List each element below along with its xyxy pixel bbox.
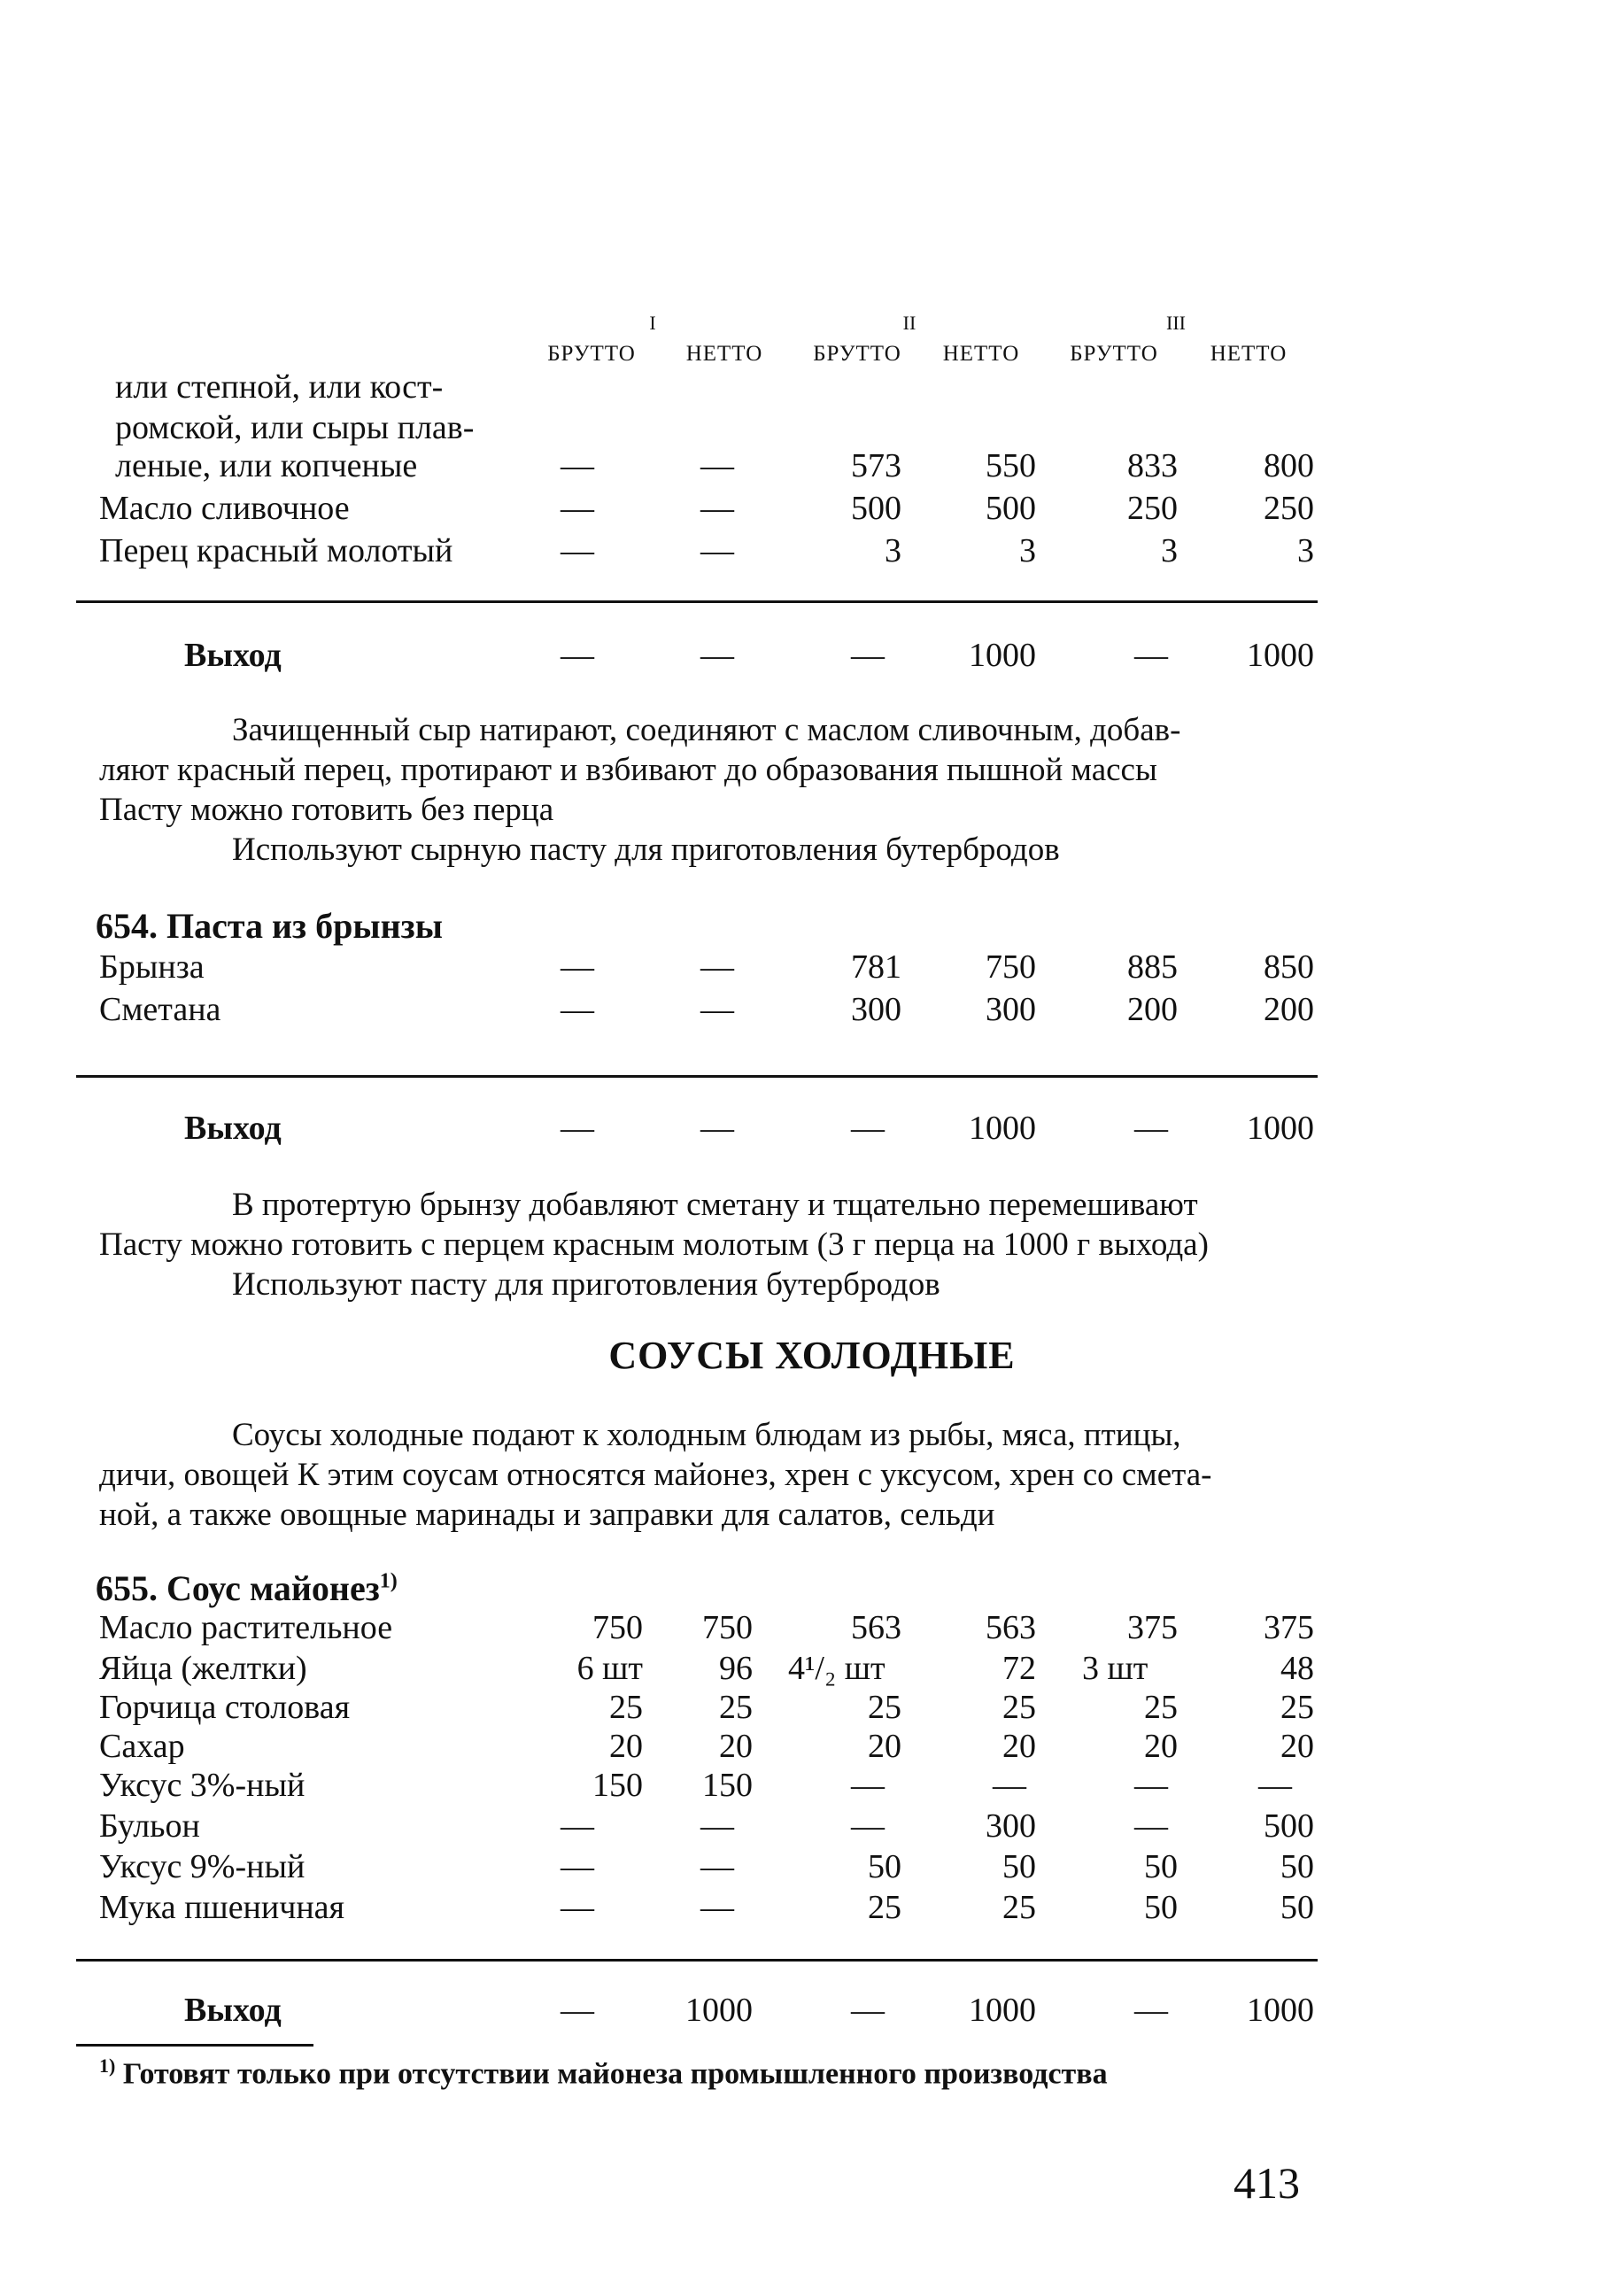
recipe-title: 654. Паста из брынзы xyxy=(96,906,443,946)
group-label-2: II xyxy=(902,312,916,334)
ingredient-name: Горчица столовая xyxy=(99,1689,351,1726)
cell: 20 xyxy=(1002,1728,1036,1765)
ingredient-name: Мука пшеничная xyxy=(99,1889,345,1926)
intro-line: Соусы холодные подают к холодным блюдам из рыбы, мяса, птицы, xyxy=(232,1417,1181,1453)
ingredient-name: Уксус 3%-ный xyxy=(99,1767,305,1804)
cell: — xyxy=(851,1110,885,1147)
table-row xyxy=(0,1805,1624,1847)
cell: 250 xyxy=(1127,490,1178,527)
cell: 25 xyxy=(868,1689,901,1726)
cell: 20 xyxy=(868,1728,901,1765)
cell: 20 xyxy=(609,1728,643,1765)
cell: 800 xyxy=(1264,447,1314,484)
cell: 50 xyxy=(1144,1889,1178,1926)
table-row xyxy=(0,1606,1624,1649)
table-row xyxy=(0,988,1624,1031)
cell: 375 xyxy=(1127,1609,1178,1646)
ingredient-name: Сахар xyxy=(99,1728,185,1765)
cell: 750 xyxy=(986,948,1036,986)
table-row xyxy=(0,1764,1624,1807)
cell: 50 xyxy=(1144,1848,1178,1885)
cell: 563 xyxy=(986,1609,1036,1646)
ingredient-name: Яйца (желтки) xyxy=(99,1650,307,1687)
cell: — xyxy=(700,447,734,484)
instruction-line: В протертую брынзу добавляют сметану и тщательно перемешивают xyxy=(232,1187,1198,1223)
cell: — xyxy=(700,637,734,674)
cell: — xyxy=(561,991,594,1028)
cell: — xyxy=(851,1992,885,2029)
footnote-divider xyxy=(76,2044,313,2047)
cell: 3 xyxy=(1161,532,1178,569)
cell: 200 xyxy=(1264,991,1314,1028)
cell: 3 xyxy=(1297,532,1314,569)
cell: 50 xyxy=(868,1848,901,1885)
cell: — xyxy=(851,637,885,674)
cell: 25 xyxy=(719,1689,753,1726)
cell: 25 xyxy=(1002,1689,1036,1726)
cell: — xyxy=(700,1848,734,1885)
cell: — xyxy=(561,1889,594,1926)
instruction-line: ляют красный перец, протирают и взбивают до образования пышной массы xyxy=(99,752,1157,788)
cell: 6 шт xyxy=(576,1650,643,1687)
group-label-1: I xyxy=(649,312,656,334)
cell: 300 xyxy=(986,991,1036,1028)
table-row xyxy=(0,487,1624,530)
table-row xyxy=(0,1725,1624,1768)
col-header-5: БРУТТО xyxy=(1070,342,1158,366)
cell: 885 xyxy=(1127,948,1178,986)
cell: 750 xyxy=(592,1609,643,1646)
table-row xyxy=(0,445,1624,487)
continuation-line: или степной, или кост- xyxy=(115,368,444,406)
cell: — xyxy=(1134,1110,1168,1147)
table-row xyxy=(0,1647,1624,1690)
cell: — xyxy=(1258,1767,1292,1804)
cell: 50 xyxy=(1280,1889,1314,1926)
ingredient-name: Масло сливочное xyxy=(99,490,350,527)
col-header-1: БРУТТО xyxy=(547,342,636,366)
table-row xyxy=(0,1886,1624,1929)
cell: 20 xyxy=(1144,1728,1178,1765)
cell: — xyxy=(561,532,594,569)
intro-line: ной, а также овощные маринады и заправки для салатов, сельди xyxy=(99,1497,995,1533)
instruction-line: Зачищенный сыр натирают, соединяют с маслом сливочным, добав- xyxy=(232,712,1181,748)
yield-row xyxy=(0,1107,1624,1149)
page-number: 413 xyxy=(1233,2158,1300,2208)
cell: 1000 xyxy=(685,1992,753,2029)
instruction-line: Используют сырную пасту для приготовления бутербродов xyxy=(232,832,1060,868)
col-header-3: БРУТТО xyxy=(813,342,901,366)
cell: 200 xyxy=(1127,991,1178,1028)
cell: — xyxy=(700,1807,734,1845)
cell: 563 xyxy=(851,1609,901,1646)
cell: 25 xyxy=(868,1889,901,1926)
cell: 573 xyxy=(851,447,901,484)
cell: — xyxy=(700,1889,734,1926)
yield-label: Выход xyxy=(184,637,282,674)
cell: 96 xyxy=(719,1650,753,1687)
cheese-paste-instructions xyxy=(99,710,1312,870)
continuation-line: ромской, или сыры плав- xyxy=(115,409,475,446)
cell: 1000 xyxy=(969,637,1036,674)
footnote-mark: 1) xyxy=(99,2054,116,2077)
ingredient-name: Уксус 9%-ный xyxy=(99,1848,305,1885)
cell: 1000 xyxy=(969,1992,1036,2029)
cell: 1000 xyxy=(1247,637,1314,674)
ingredient-continuation xyxy=(115,367,611,448)
instruction-line: Пасту можно готовить с перцем красным молотым (3 г перца на 1000 г выхода) xyxy=(99,1226,1209,1263)
instruction-line: Используют пасту для приготовления бутербродов xyxy=(232,1266,940,1303)
cell: — xyxy=(561,1848,594,1885)
ingredient-name: Сметана xyxy=(99,991,221,1028)
intro-line: дичи, овощей К этим соусам относятся майонез, хрен с уксусом, хрен со смета- xyxy=(99,1457,1212,1493)
cell: — xyxy=(1134,637,1168,674)
cell: — xyxy=(1134,1992,1168,2029)
ingredient-name: Бульон xyxy=(99,1807,200,1845)
cell: 300 xyxy=(851,991,901,1028)
brynza-paste-instructions xyxy=(99,1185,1312,1304)
cell: 1000 xyxy=(1247,1110,1314,1147)
instruction-line: Пасту можно готовить без перца xyxy=(99,792,554,828)
cell: — xyxy=(561,1992,594,2029)
yield-label: Выход xyxy=(184,1992,282,2029)
ingredient-name: Масло растительное xyxy=(99,1609,393,1646)
cell: 20 xyxy=(719,1728,753,1765)
cell: 550 xyxy=(986,447,1036,484)
cell: 72 xyxy=(1002,1650,1036,1687)
ingredient-name: Брынза xyxy=(99,948,205,986)
col-header-2: НЕТТО xyxy=(685,342,763,366)
cell: 1000 xyxy=(1247,1992,1314,2029)
table-row xyxy=(0,946,1624,988)
cell: — xyxy=(561,637,594,674)
footnote xyxy=(99,2054,1108,2091)
cell: 375 xyxy=(1264,1609,1314,1646)
table-row xyxy=(0,1686,1624,1729)
cell: 150 xyxy=(592,1767,643,1804)
cell: — xyxy=(561,447,594,484)
cell: 3 xyxy=(1019,532,1036,569)
table-divider xyxy=(76,1075,1318,1078)
cell: 300 xyxy=(986,1807,1036,1845)
cell: 20 xyxy=(1280,1728,1314,1765)
cell: 25 xyxy=(1280,1689,1314,1726)
recipe-title xyxy=(96,1567,398,1609)
cell: 50 xyxy=(1002,1848,1036,1885)
cell: 150 xyxy=(702,1767,753,1804)
cell: 25 xyxy=(1144,1689,1178,1726)
cell: — xyxy=(700,490,734,527)
group-label-3: III xyxy=(1166,312,1186,334)
cell: — xyxy=(561,948,594,986)
cell: 25 xyxy=(1002,1889,1036,1926)
cell: 781 xyxy=(851,948,901,986)
cell: — xyxy=(700,532,734,569)
cell: 3 xyxy=(885,532,901,569)
cell: — xyxy=(561,490,594,527)
footnote-mark: 1) xyxy=(379,1569,398,1593)
cell: — xyxy=(1134,1807,1168,1845)
cell: 25 xyxy=(609,1689,643,1726)
cell: — xyxy=(561,1110,594,1147)
cell: 48 xyxy=(1280,1650,1314,1687)
cell: 4¹/₂ шт xyxy=(788,1650,885,1687)
yield-row xyxy=(0,1989,1624,2031)
cell: — xyxy=(851,1807,885,1845)
cell: — xyxy=(561,1807,594,1845)
recipe-title-text: 655. Соус майонез xyxy=(96,1568,380,1608)
yield-row xyxy=(0,634,1624,677)
cell: — xyxy=(700,948,734,986)
cell: — xyxy=(851,1767,885,1804)
table-row xyxy=(0,1846,1624,1888)
section-title: СОУСЫ ХОЛОДНЫЕ xyxy=(608,1334,1016,1377)
cell: 500 xyxy=(1264,1807,1314,1845)
cell: — xyxy=(700,991,734,1028)
cell: — xyxy=(993,1767,1026,1804)
section-intro xyxy=(99,1415,1312,1535)
table-row xyxy=(0,530,1624,572)
col-header-4: НЕТТО xyxy=(942,342,1020,366)
cell: 3 шт xyxy=(1082,1650,1148,1687)
table-divider xyxy=(76,1959,1318,1962)
cell: 250 xyxy=(1264,490,1314,527)
table-divider xyxy=(76,600,1318,603)
cell: 50 xyxy=(1280,1848,1314,1885)
cell: 500 xyxy=(851,490,901,527)
footnote-text: Готовят только при отсутствии майонеза промышленного производства xyxy=(122,2057,1108,2091)
cell: 833 xyxy=(1127,447,1178,484)
cell: 1000 xyxy=(969,1110,1036,1147)
cell: — xyxy=(1134,1767,1168,1804)
yield-label: Выход xyxy=(184,1110,282,1147)
ingredient-name: леные, или копченые xyxy=(115,447,418,484)
col-header-6: НЕТТО xyxy=(1210,342,1288,366)
cell: — xyxy=(700,1110,734,1147)
cell: 750 xyxy=(702,1609,753,1646)
cell: 850 xyxy=(1264,948,1314,986)
ingredient-name: Перец красный молотый xyxy=(99,532,453,569)
cell: 500 xyxy=(986,490,1036,527)
